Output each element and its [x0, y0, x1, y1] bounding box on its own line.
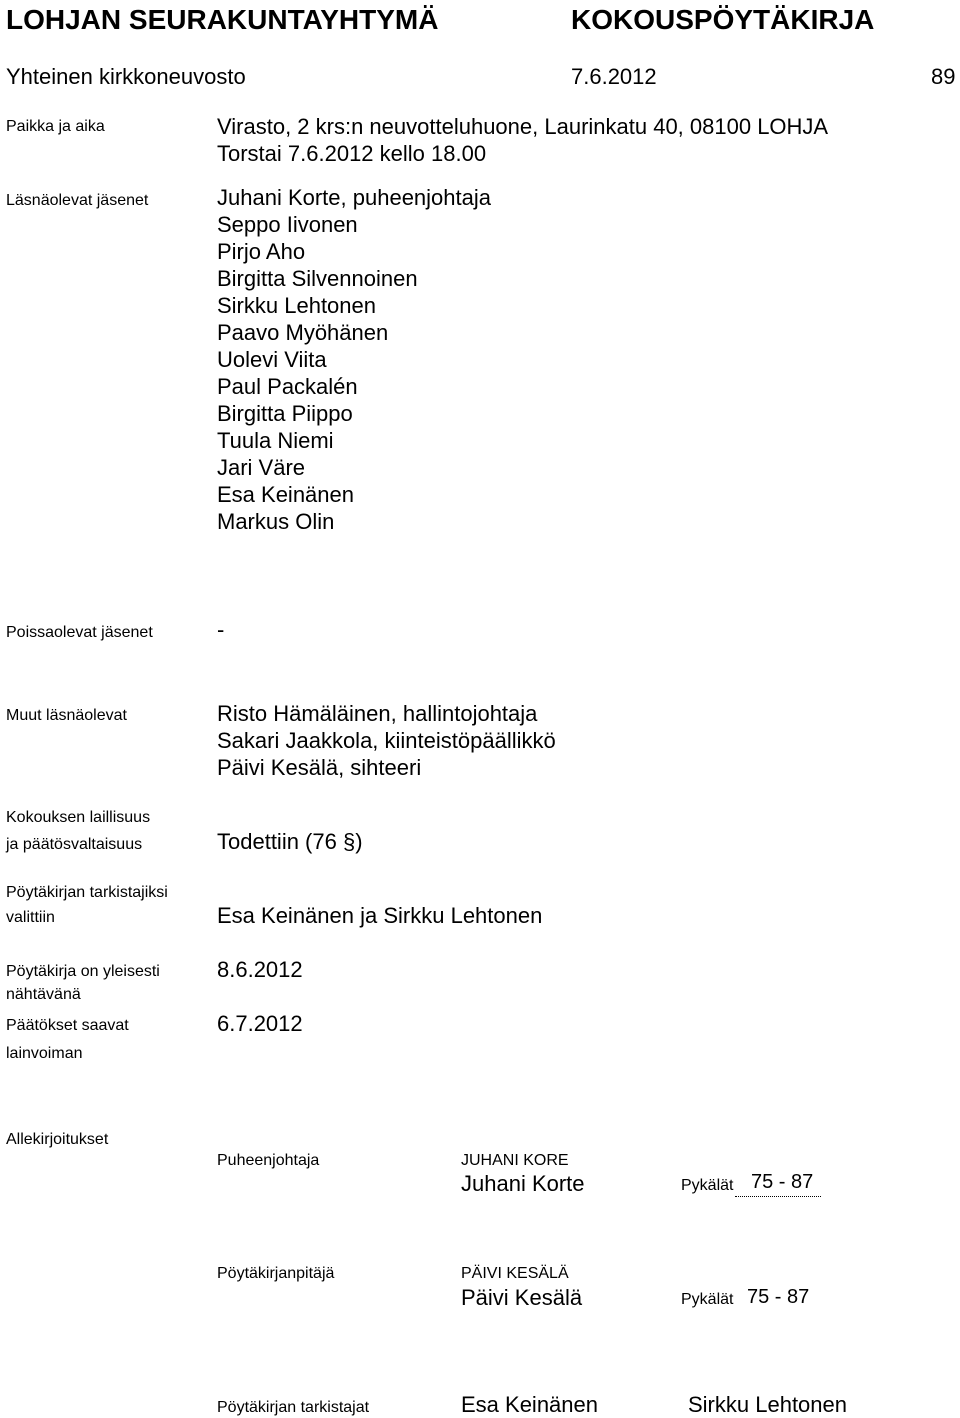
document-type-title: KOKOUSPÖYTÄKIRJA [571, 4, 875, 35]
secretary-name: Päivi Kesälä [461, 1285, 583, 1310]
secretary-name-caps: PÄIVI KESÄLÄ [461, 1265, 569, 1282]
member-item: Seppo Iivonen [217, 212, 358, 237]
effective-label-line2: lainvoiman [6, 1045, 83, 1062]
member-item: Markus Olin [217, 509, 335, 534]
checkers-role: Pöytäkirjan tarkistajat [217, 1399, 370, 1416]
member-item: Jari Väre [217, 455, 306, 480]
member-item: Esa Keinänen [217, 482, 354, 507]
chair-sections-label: Pykälät [681, 1177, 734, 1194]
member-item: Uolevi Viita [217, 347, 327, 372]
member-item: Sirkku Lehtonen [217, 293, 376, 318]
legality-label-line2: ja päätösvaltaisuus [6, 836, 143, 853]
chair-role: Puheenjohtaja [217, 1152, 320, 1169]
chair-name: Juhani Korte [461, 1171, 585, 1196]
other-present-item: Sakari Jaakkola, kiinteistöpäällikkö [217, 728, 556, 753]
other-present-item: Päivi Kesälä, sihteeri [217, 755, 422, 780]
checker-name-2: Sirkku Lehtonen [688, 1392, 847, 1417]
checker-name-1: Esa Keinänen [461, 1392, 598, 1417]
member-item: Paul Packalén [217, 374, 358, 399]
present-members-label: Läsnäolevat jäsenet [6, 192, 149, 209]
legality-value: Todettiin (76 §) [217, 829, 363, 854]
member-item: Juhani Korte, puheenjohtaja [217, 185, 491, 210]
others-present-label: Muut läsnäolevat [6, 707, 127, 724]
member-item: Birgitta Silvennoinen [217, 266, 418, 291]
absent-members-label: Poissaolevat jäsenet [6, 624, 153, 641]
place-time-block [217, 113, 828, 167]
member-item: Pirjo Aho [217, 239, 306, 264]
checkers-label-line2: valittiin [6, 909, 55, 926]
other-present-item: Risto Hämäläinen, hallintojohtaja [217, 701, 538, 726]
member-item: Birgitta Piippo [217, 401, 353, 426]
chair-sections: 75 - 87 [751, 1171, 814, 1193]
secretary-sections-label: Pykälät [681, 1291, 734, 1308]
member-item: Paavo Myöhänen [217, 320, 389, 345]
page-number: 89 [931, 64, 956, 89]
checkers-label-line1: Pöytäkirjan tarkistajiksi [6, 884, 168, 901]
secretary-role: Pöytäkirjanpitäjä [217, 1265, 335, 1282]
time-line: Torstai 7.6.2012 kello 18.00 [217, 141, 487, 166]
chair-name-caps: JUHANI KORE [461, 1152, 569, 1169]
present-members-list [217, 184, 491, 535]
signatures-label: Allekirjoitukset [6, 1131, 109, 1148]
public-value: 8.6.2012 [217, 957, 303, 982]
effective-label-line1: Päätökset saavat [6, 1017, 129, 1034]
checkers-value: Esa Keinänen ja Sirkku Lehtonen [217, 903, 543, 928]
effective-value: 6.7.2012 [217, 1011, 303, 1036]
organization-title: LOHJAN SEURAKUNTAYHTYMÄ [6, 4, 439, 35]
meeting-body: Yhteinen kirkkoneuvosto [6, 64, 246, 89]
place-time-label: Paikka ja aika [6, 118, 105, 135]
public-label-line1: Pöytäkirja on yleisesti [6, 963, 160, 980]
legality-label-line1: Kokouksen laillisuus [6, 809, 151, 826]
public-label-line2: nähtävänä [6, 986, 81, 1003]
absent-members-value: - [217, 617, 225, 642]
place-line: Virasto, 2 krs:n neuvotteluhuone, Laurinkatu 40, 08100 LOHJA [217, 114, 829, 139]
others-present-list [217, 700, 556, 781]
secretary-sections: 75 - 87 [747, 1286, 810, 1308]
member-item: Tuula Niemi [217, 428, 334, 453]
meeting-date: 7.6.2012 [571, 64, 657, 89]
